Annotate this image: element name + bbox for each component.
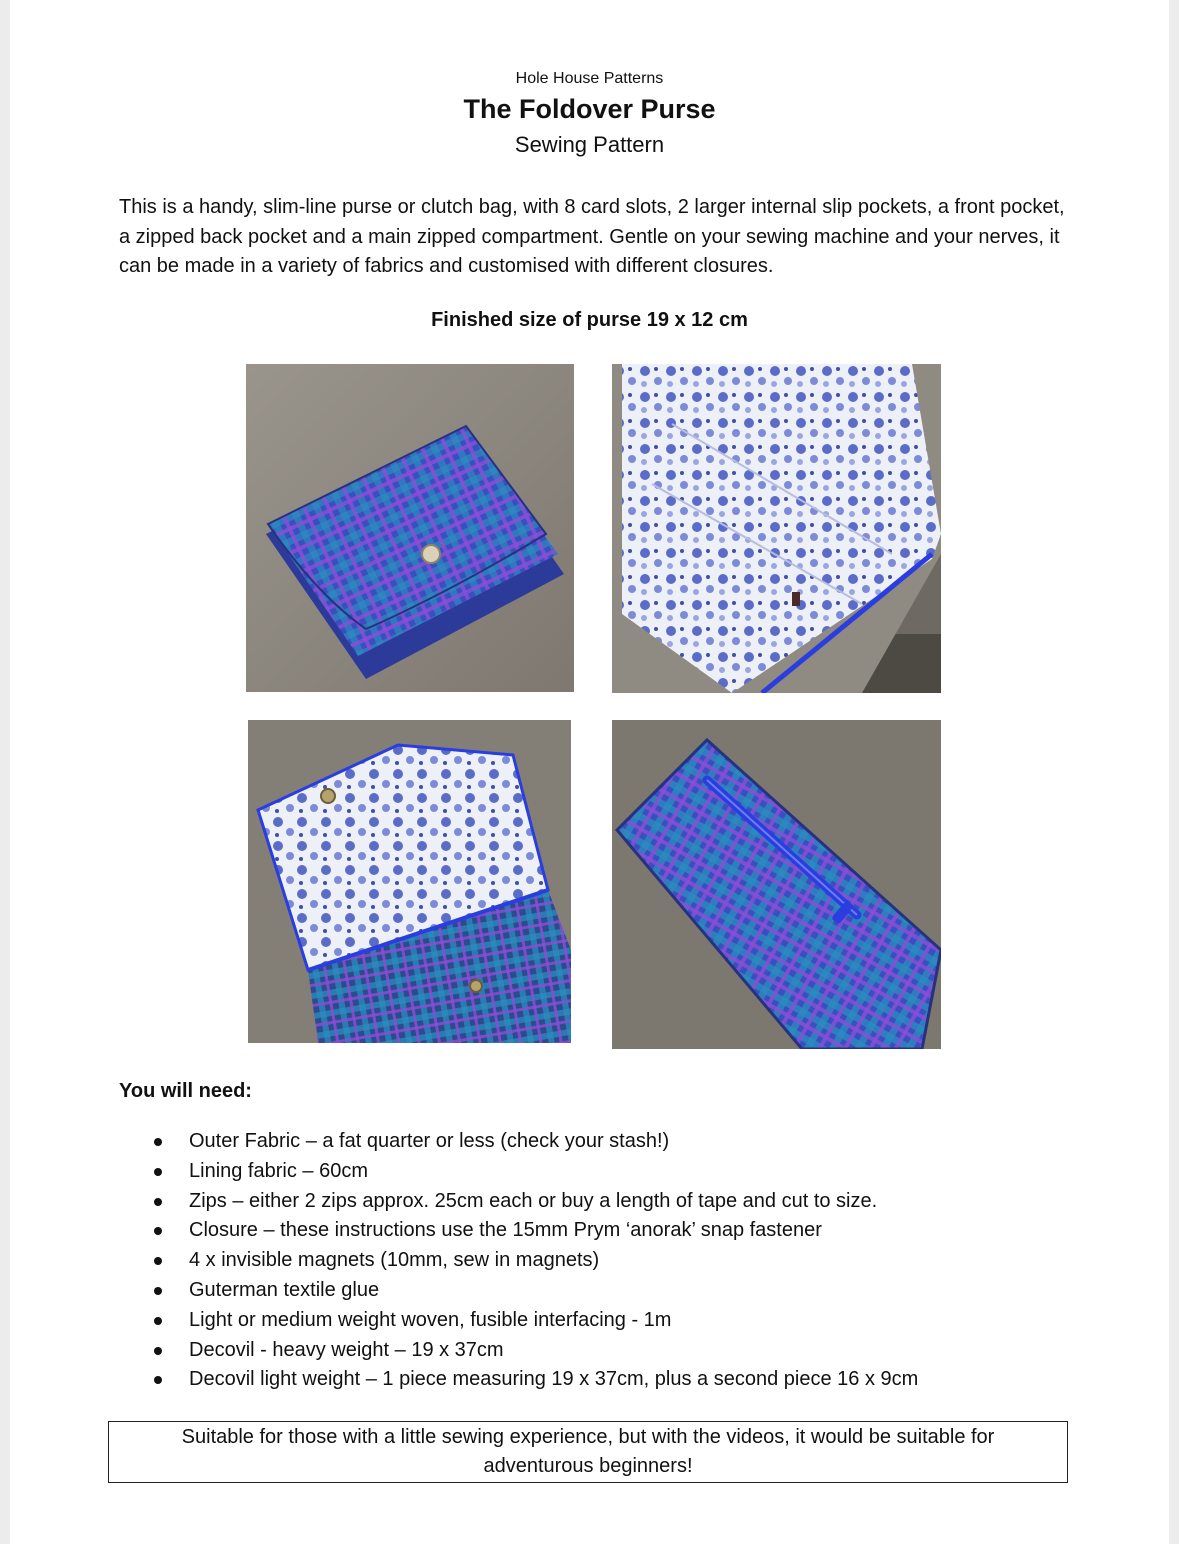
- list-item: Decovil - heavy weight – 19 x 37cm: [150, 1336, 918, 1366]
- bullet-icon: [154, 1317, 162, 1325]
- bullet-icon: [154, 1257, 162, 1265]
- intro-paragraph: This is a handy, slim-line purse or clutch bag, with 8 card slots, 2 larger internal slip pockets, a front pocket, a zipped back pocket and a main zipped compartment. Gentle on your sewing machine and your nerves, it can be made in a variety of fabrics and customised with different closures.: [119, 196, 1065, 277]
- experience-note-text: Suitable for those with a little sewing experience, but with the videos, it would be suitable for adventurous beginners!: [181, 1426, 995, 1477]
- bullet-icon: [154, 1138, 162, 1146]
- photo-open-purse-lining: [612, 364, 941, 693]
- page-title: The Foldover Purse: [463, 94, 716, 124]
- bullet-icon: [154, 1227, 162, 1235]
- bullet-icon: [154, 1287, 162, 1295]
- bullet-icon: [154, 1347, 162, 1355]
- list-item: Zips – either 2 zips approx. 25cm each or buy a length of tape and cut to size.: [150, 1187, 918, 1217]
- brand-name: Hole House Patterns: [515, 70, 664, 87]
- requirements-list: [150, 1127, 918, 1395]
- photo-back-zip-pocket: [612, 720, 941, 1049]
- list-item: Outer Fabric – a fat quarter or less (check your stash!): [150, 1127, 918, 1157]
- requirements-heading: You will need:: [119, 1080, 252, 1102]
- finished-size: Finished size of purse 19 x 12 cm: [431, 309, 748, 331]
- photo-purse-opening: [248, 720, 571, 1043]
- photo-closed-purse: [246, 364, 574, 692]
- list-item: Guterman textile glue: [150, 1276, 918, 1306]
- page-subtitle: Sewing Pattern: [514, 132, 665, 157]
- list-item: Decovil light weight – 1 piece measuring 19 x 37cm, plus a second piece 16 x 9cm: [150, 1365, 918, 1395]
- bullet-icon: [154, 1168, 162, 1176]
- back-zip-pocket-image: [612, 720, 941, 1049]
- pattern-page: [10, 0, 1169, 1544]
- list-item: 4 x invisible magnets (10mm, sew in magnets): [150, 1246, 918, 1276]
- experience-note: [108, 1421, 1068, 1483]
- bullet-icon: [154, 1198, 162, 1206]
- list-item: Closure – these instructions use the 15mm Prym ‘anorak’ snap fastener: [150, 1216, 918, 1246]
- list-item: Light or medium weight woven, fusible interfacing - 1m: [150, 1306, 918, 1336]
- bullet-icon: [154, 1376, 162, 1384]
- purse-opening-image: [248, 720, 571, 1043]
- list-item: Lining fabric – 60cm: [150, 1157, 918, 1187]
- closed-purse-image: [246, 364, 574, 692]
- open-purse-lining-image: [612, 364, 941, 693]
